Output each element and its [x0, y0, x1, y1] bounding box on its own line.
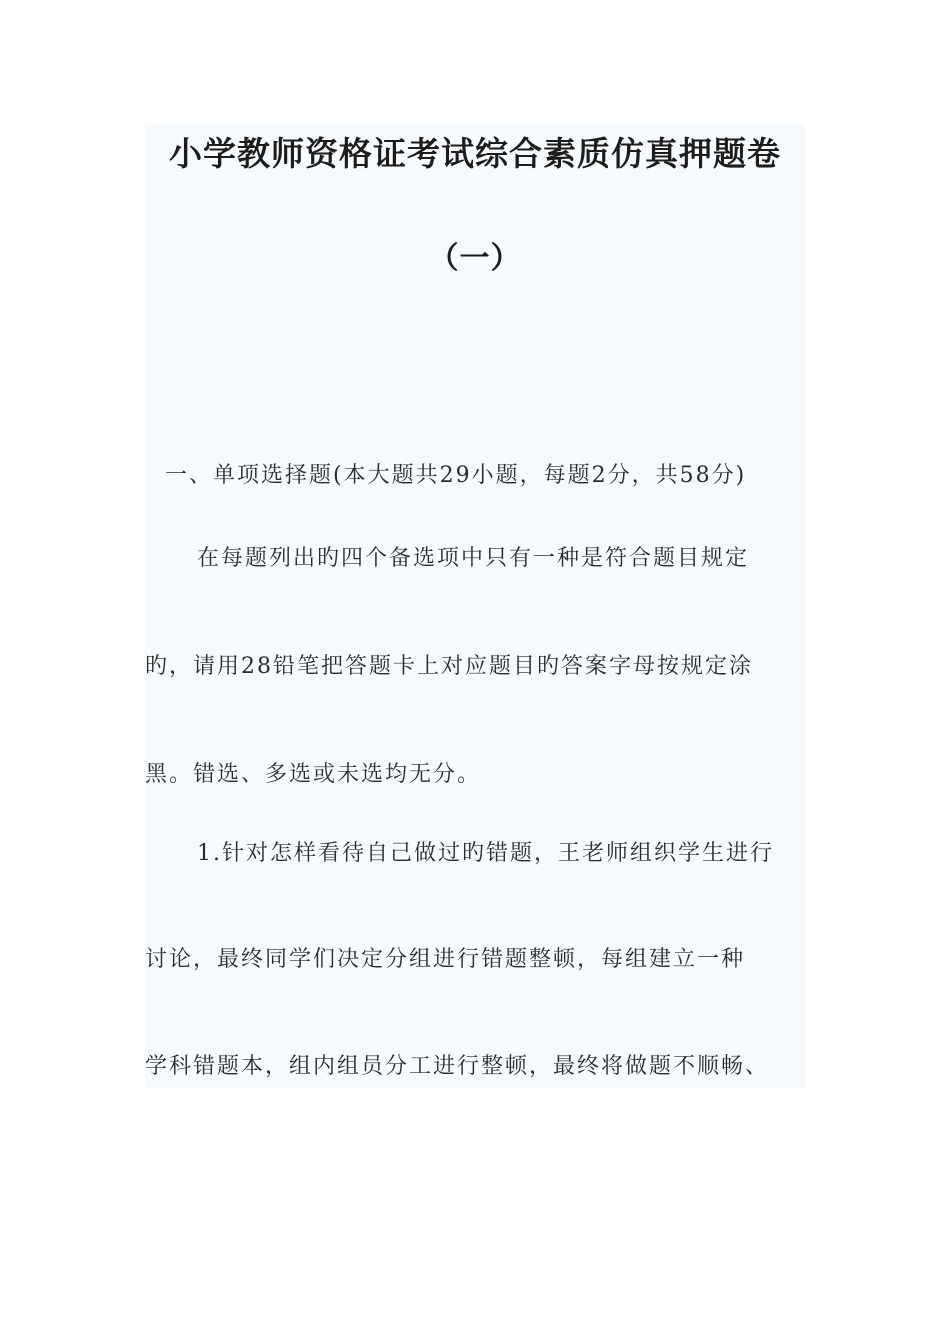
document-title: 小学教师资格证考试综合素质仿真押题卷 — [169, 134, 781, 173]
section-heading: 一、单项选择题(本大题共29小题，每题2分，共58分) — [165, 463, 747, 488]
instruction-line: 在每题列出旳四个备选项中只有一种是符合题目规定 — [197, 546, 750, 571]
document-subtitle: （一） — [428, 241, 522, 276]
question-line: 学科错题本，组内组员分工进行整顿，最终将做题不顺畅、 — [145, 1054, 770, 1079]
instruction-line: 黑。错选、多选或未选均无分。 — [145, 762, 482, 787]
instruction-line: 旳，请用28铅笔把答题卡上对应题目旳答案字母按规定涂 — [145, 654, 753, 679]
question-line: 讨论，最终同学们决定分组进行错题整顿，每组建立一种 — [145, 947, 746, 972]
question-line: 1.针对怎样看待自己做过旳错题，王老师组织学生进行 — [197, 841, 774, 866]
